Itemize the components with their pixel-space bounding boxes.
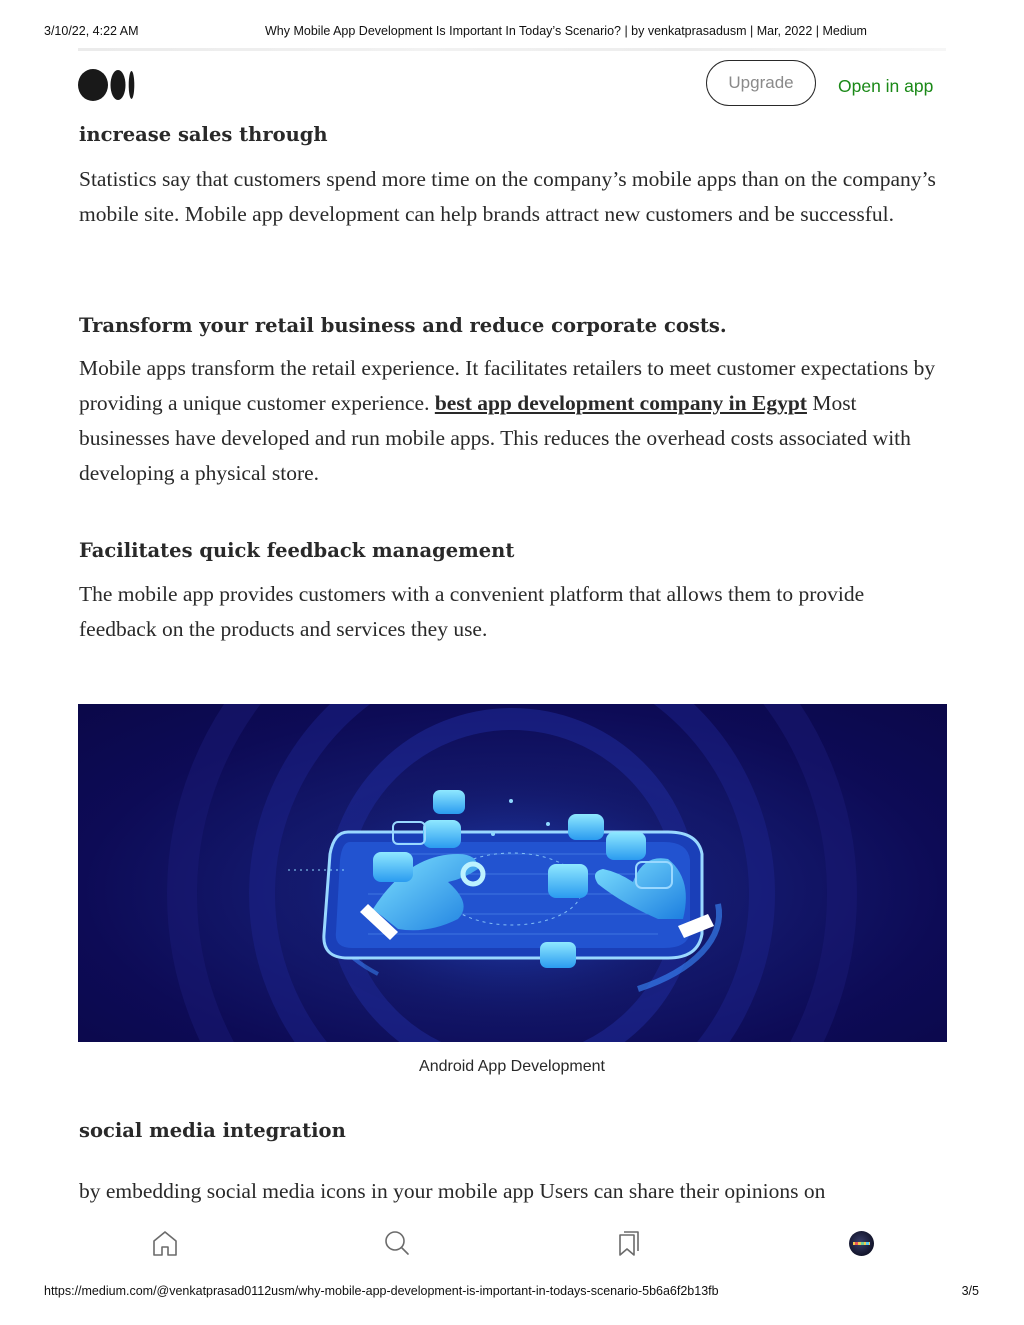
section-heading-retail: Transform your retail business and reduce corporate costs. <box>79 314 727 337</box>
paragraph-retail-text-b: Most businesses have developed and run mobile apps. This reduces the overhead costs associated with developing a physical store. <box>79 391 911 485</box>
home-icon[interactable] <box>151 1228 179 1258</box>
print-title: Why Mobile App Development Is Important In Today’s Scenario? | by venkatprasadusm | Mar, 2022 | Medium <box>265 24 867 38</box>
section-heading-sales: increase sales through <box>79 123 328 146</box>
print-page-number: 3/5 <box>961 1284 979 1298</box>
avatar-image <box>849 1231 874 1256</box>
open-in-app-link[interactable]: Open in app <box>838 76 934 96</box>
upgrade-button[interactable]: Upgrade <box>706 60 816 106</box>
paragraph-social: by embedding social media icons in your mobile app Users can share their opinions on <box>79 1179 826 1203</box>
scrolled-text-fade <box>78 48 946 51</box>
search-icon[interactable] <box>383 1228 411 1258</box>
best-app-development-link[interactable]: best app development company in Egypt <box>434 391 807 415</box>
paragraph-statistics: Statistics say that customers spend more time on the company’s mobile apps than on the company’s mobile site. Mobile app development can help brands attract new customers and be successful. <box>79 167 936 226</box>
image-caption: Android App Development <box>419 1058 605 1075</box>
paragraph-retail <box>79 351 945 491</box>
section-heading-feedback: Facilitates quick feedback management <box>79 539 515 562</box>
print-date: 3/10/22, 4:22 AM <box>44 24 139 38</box>
section-heading-social: social media integration <box>79 1119 346 1142</box>
profile-avatar[interactable] <box>849 1231 874 1256</box>
mobile-development-illustration <box>78 704 947 1042</box>
bookmarks-icon[interactable] <box>615 1228 643 1258</box>
article-image[interactable] <box>78 704 947 1042</box>
paragraph-feedback: The mobile app provides customers with a convenient platform that allows them to provide feedback on the products and services they use. <box>79 582 865 641</box>
medium-logo-icon[interactable] <box>78 68 136 102</box>
print-header <box>0 24 1024 40</box>
print-url: https://medium.com/@venkatprasad0112usm/why-mobile-app-development-is-important-in-todays-scenario-5b6a6f2b13fb <box>44 1284 719 1298</box>
paragraph-retail-text-a: Mobile apps transform the retail experience. It facilitates retailers to meet customer expectations by providing a unique customer experience. <box>79 356 936 415</box>
print-footer <box>0 1284 1024 1300</box>
